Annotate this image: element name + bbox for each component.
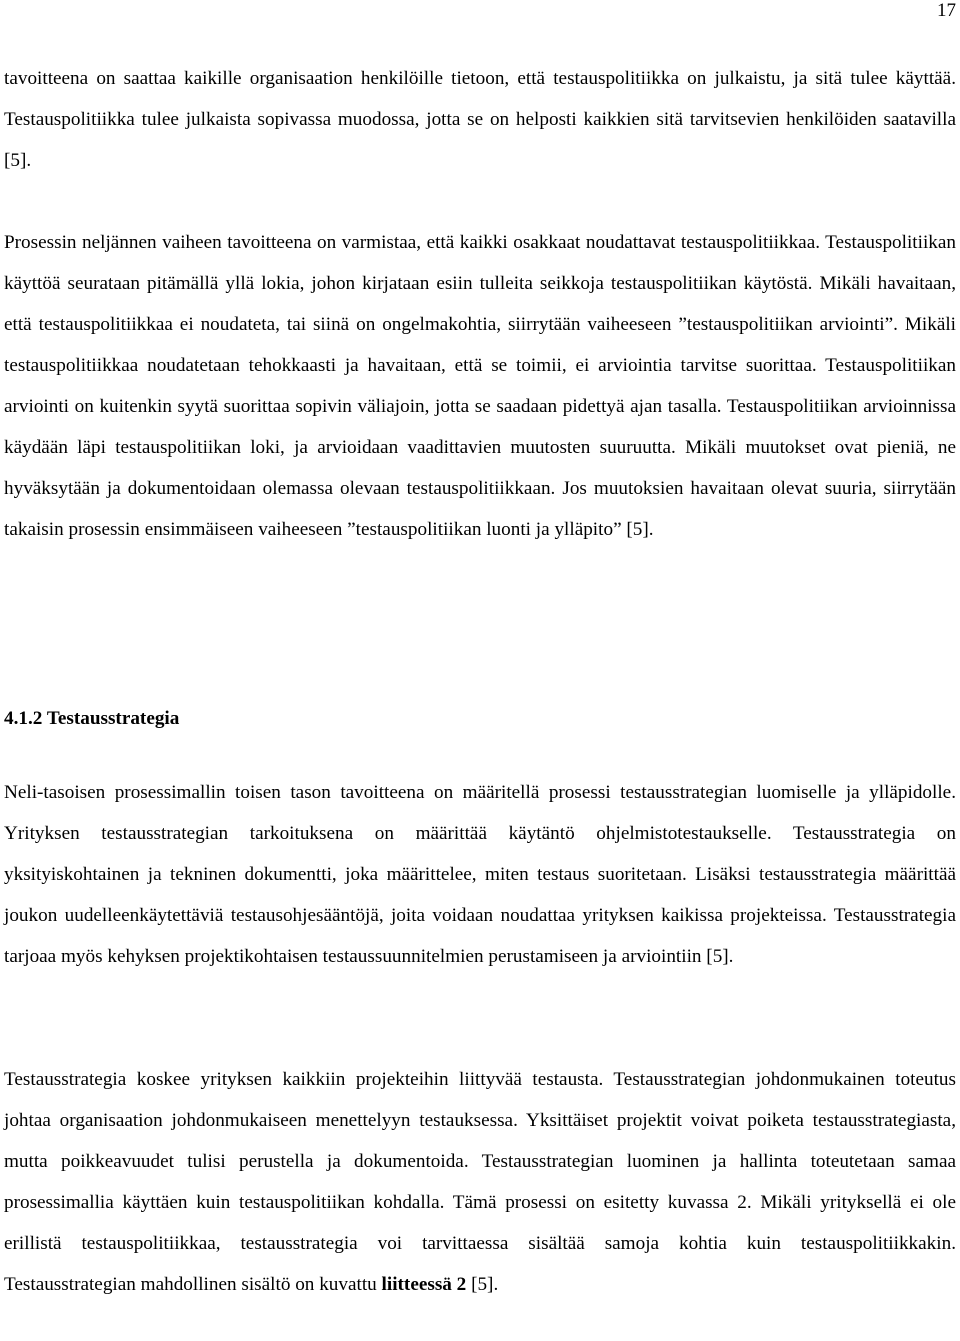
paragraph-strategy-definition: Neli-tasoisen prosessimallin toisen tason tavoitteena on määritellä prosessi testausstrategian luomiselle ja ylläpidolle. Yrityksen testausstrategian tarkoituksena on määrittää käytäntö ohjelmistotestaukselle. Testausstrategia on yksityiskohtainen ja tekninen dokumentti, joka määrittelee, miten testaus suoritetaan. Lisäksi testausstrategia määrittää joukon uudelleenkäytettäviä testausohjesääntöjä, joita voidaan noudattaa yrityksen kaikissa projekteissa. Testausstrategia tarjoaa myös kehyksen projektikohtaisen testaussuunnitelmien perustamiseen ja arviointiin [5]. bbox=[4, 782, 956, 967]
appendix-reference: liitteessä 2 bbox=[381, 1274, 467, 1295]
section-heading-testausstrategia: 4.1.2 Testausstrategia bbox=[4, 708, 180, 729]
paragraph-policy-publication: tavoitteena on saattaa kaikille organisaation henkilöille tietoon, että testauspolitiikka on julkaistu, ja sitä tulee käyttää. Testauspolitiikka tulee julkaista sopivassa muodossa, jotta se on helposti kaikkien sitä tarvitsevien henkilöiden saatavilla [5]. bbox=[4, 68, 956, 171]
page-number: 17 bbox=[937, 0, 956, 21]
citation: [5]. bbox=[466, 1274, 499, 1295]
paragraph-strategy-scope bbox=[4, 1059, 956, 1305]
paragraph-strategy-scope-text: Testausstrategia koskee yrityksen kaikkiin projekteihin liittyvää testausta. Testausstrategian johdonmukainen toteutus johtaa organisaation johdonmukaiseen menettelyyn testauksessa. Yksittäiset projektit voivat poiketa testausstrategiasta, mutta poikkeavuudet tulisi perustella ja dokumentoida. Testausstrategian luominen ja hallinta toteutetaan samaa prosessimallia käyttäen kuin testauspolitiikan kohdalla. Tämä prosessi on esitetty kuvassa 2. Mikäli yrityksellä ei ole erillistä testauspolitiikkaa, testausstrategia voi tarvittaessa sisältää samoja kohtia kuin testauspolitiikkakin. Testausstrategian mahdollinen sisältö on kuvattu bbox=[4, 1069, 956, 1295]
paragraph-policy-monitoring: Prosessin neljännen vaiheen tavoitteena on varmistaa, että kaikki osakkaat noudattavat testauspolitiikkaa. Testauspolitiikan käyttöä seurataan pitämällä yllä lokia, johon kirjataan esiin tulleita seikkoja testauspolitiikan käytöstä. Mikäli havaitaan, että testauspolitiikkaa ei noudateta, tai siinä on ongelmakohtia, siirrytään vaiheeseen ”testauspolitiikan arviointi”. Mikäli testauspolitiikkaa noudatetaan tehokkaasti ja havaitaan, että se toimii, ei arviointia tarvitse suorittaa. Testauspolitiikan arviointi on kuitenkin syytä suorittaa sopivin väliajoin, jotta se saadaan pidettyä ajan tasalla. Testauspolitiikan arvioinnissa käydään läpi testauspolitiikan loki, ja arvioidaan vaadittavien muutosten suuruutta. Mikäli muutokset ovat pieniä, ne hyväksytään ja dokumentoidaan olemassa olevaan testauspolitiikkaan. Jos muutoksien havaitaan olevat suuria, siirrytään takaisin prosessin ensimmäiseen vaiheeseen ”testauspolitiikan luonti ja ylläpito” [5]. bbox=[4, 232, 956, 540]
